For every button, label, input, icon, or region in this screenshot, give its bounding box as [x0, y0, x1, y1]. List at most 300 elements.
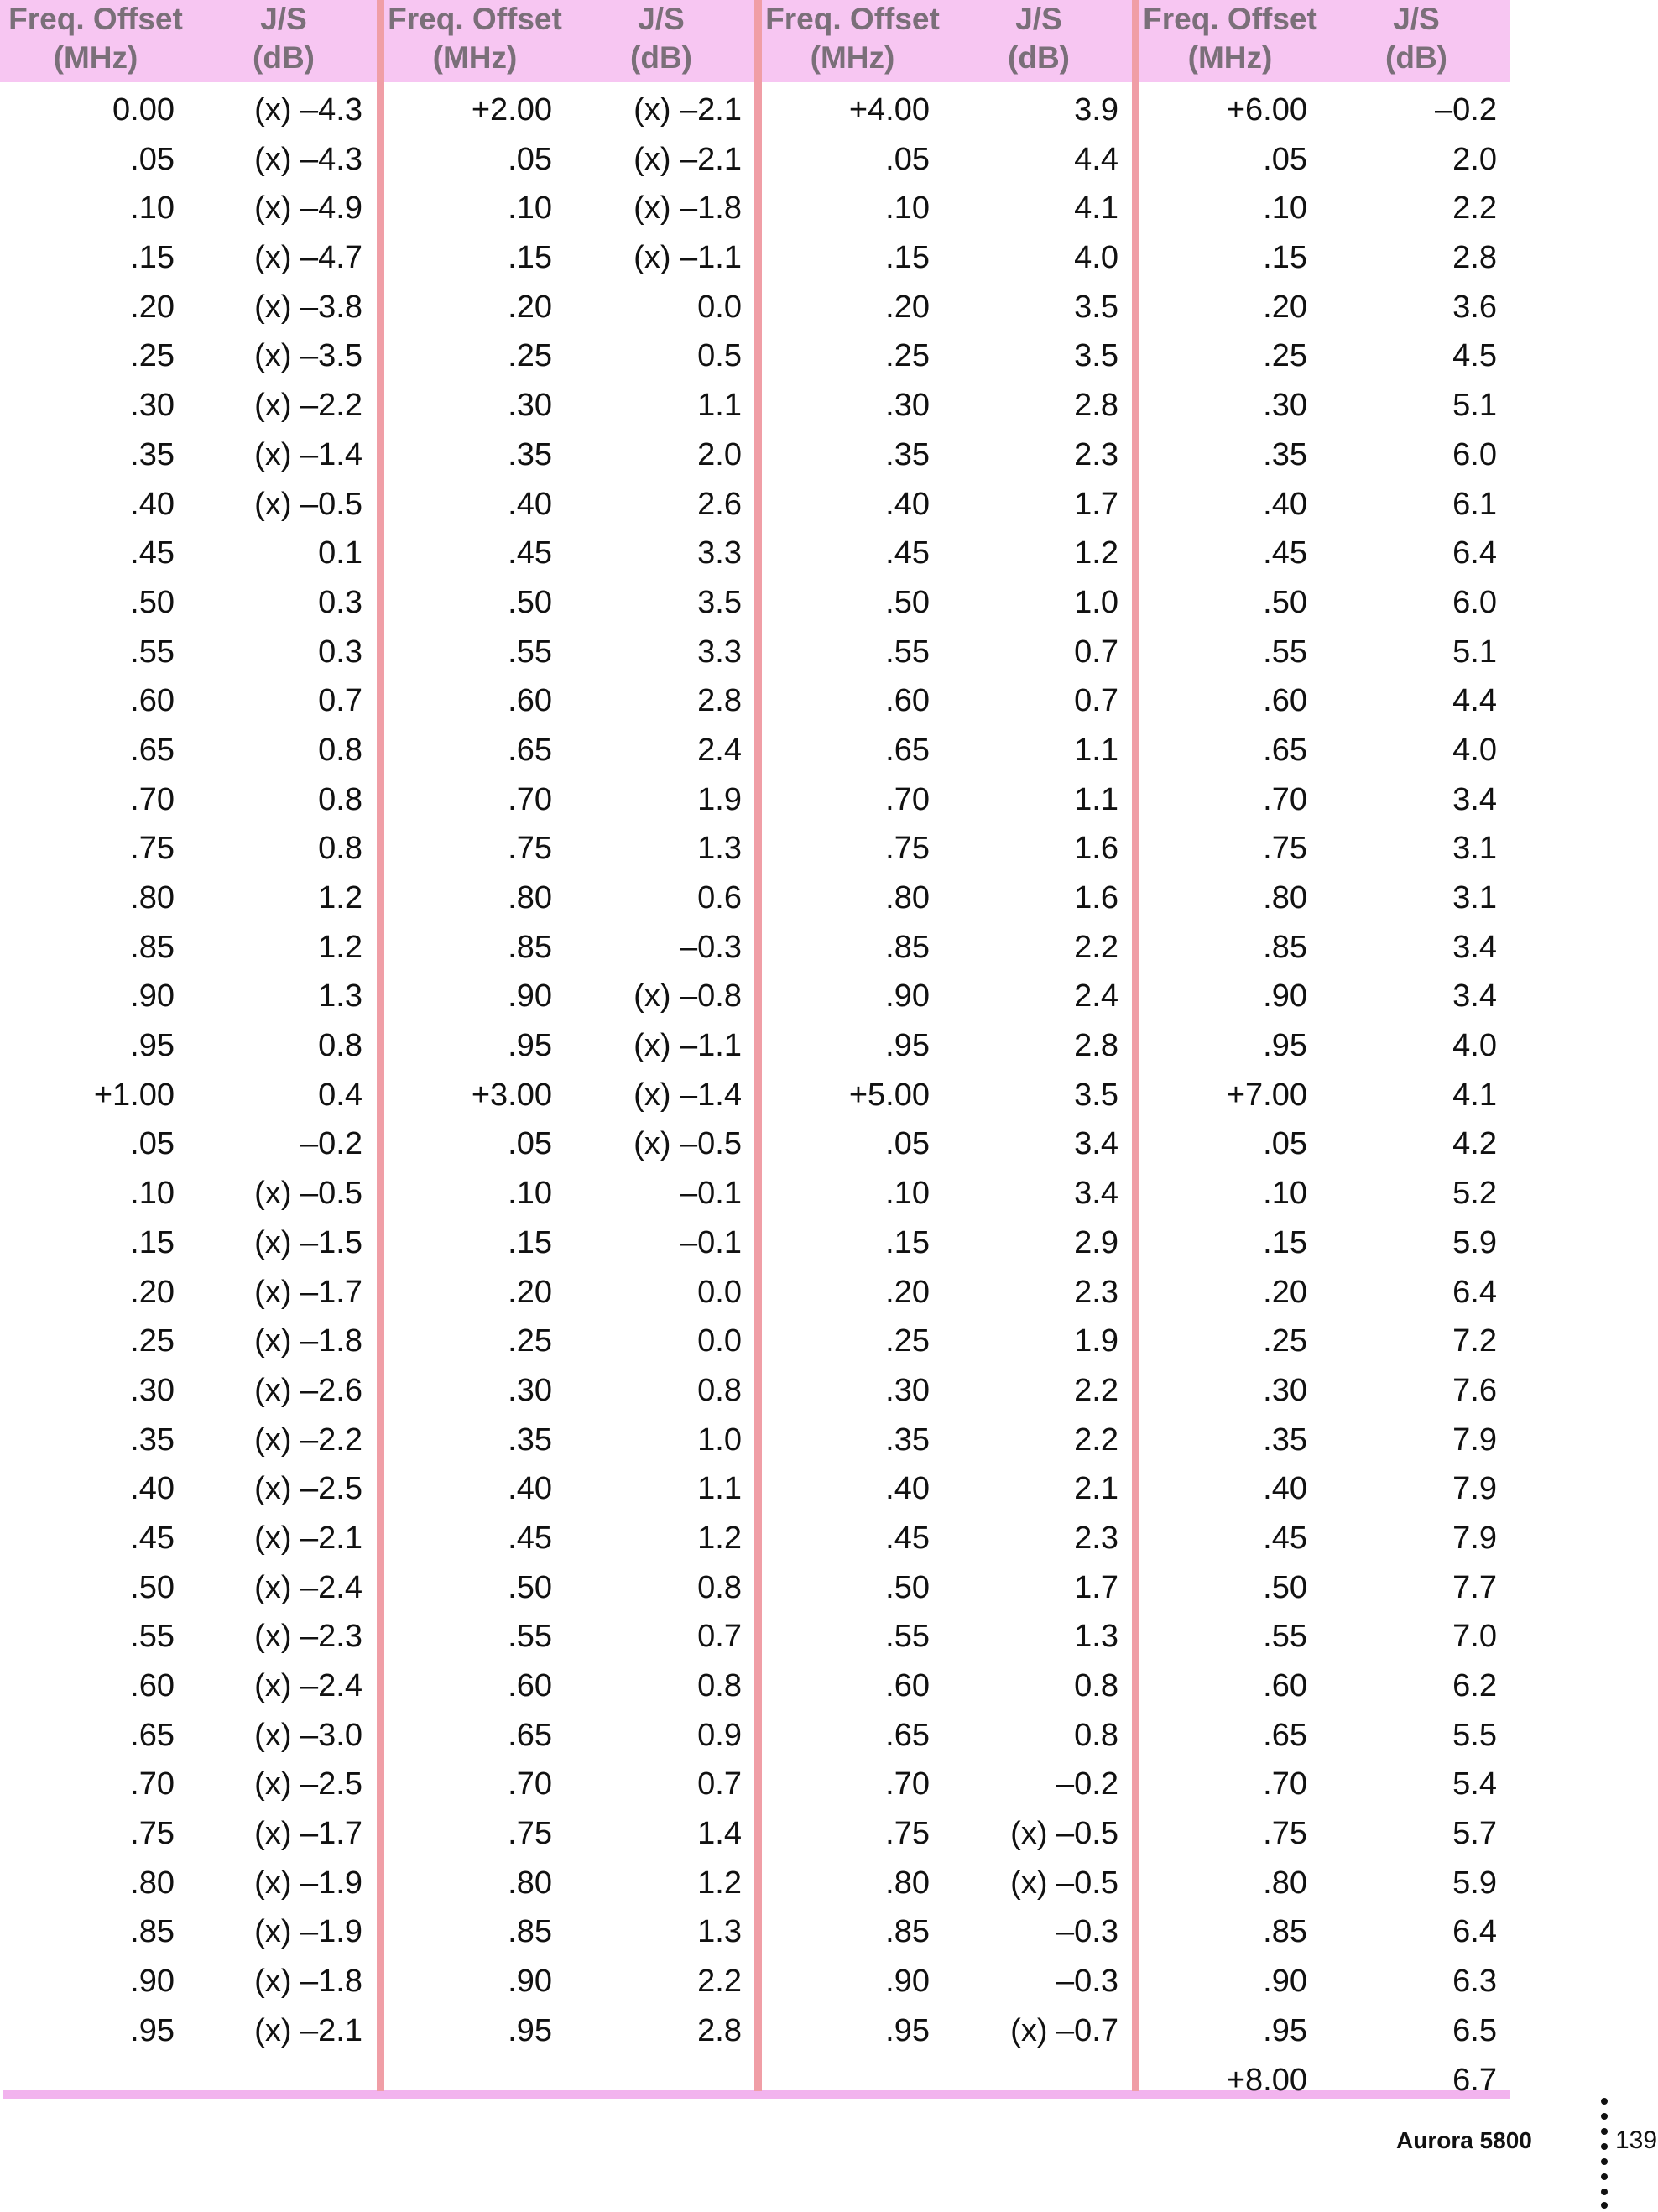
js-value-cell: (x) –2.6	[254, 1372, 362, 1408]
js-value-cell: 2.2	[1074, 1372, 1118, 1408]
js-column	[948, 86, 1118, 2056]
column-divider	[754, 0, 762, 2091]
js-value-cell: 0.1	[318, 535, 362, 571]
freq-offset-cell: .85	[508, 929, 552, 965]
freq-offset-cell: .50	[508, 584, 552, 620]
freq-offset-cell: .80	[885, 880, 930, 916]
freq-offset-cell: .05	[885, 1126, 930, 1162]
js-value-cell: 3.5	[1074, 338, 1118, 374]
header-line: J/S	[1393, 2, 1440, 36]
js-value-cell: (x) –3.8	[254, 289, 362, 325]
js-value-cell: 3.5	[1074, 289, 1118, 325]
freq-offset-cell: .30	[1263, 388, 1307, 424]
header-line: Freq. Offset	[1143, 2, 1317, 36]
js-value-cell: 2.9	[1074, 1224, 1118, 1260]
js-value-cell: (x) –2.2	[254, 1422, 362, 1458]
js-value-cell: 2.2	[1074, 1422, 1118, 1458]
freq-offset-cell: .85	[885, 1914, 930, 1950]
freq-offset-cell: .15	[885, 1224, 930, 1260]
freq-offset-cell: .30	[885, 388, 930, 424]
js-value-cell: 6.4	[1452, 535, 1497, 571]
freq-offset-cell: .15	[1263, 240, 1307, 276]
product-name: Aurora 5800	[1396, 2127, 1532, 2153]
freq-offset-cell: .90	[1263, 978, 1307, 1015]
js-value-cell: (x) –1.4	[633, 1077, 742, 1113]
freq-offset-cell: .65	[130, 732, 175, 768]
js-value-cell: –0.2	[1056, 1766, 1118, 1802]
freq-offset-cell: .25	[508, 1323, 552, 1359]
freq-offset-cell: .70	[508, 1766, 552, 1802]
js-value-cell: 4.0	[1452, 1028, 1497, 1064]
js-value-cell: (x) –2.3	[254, 1619, 362, 1655]
js-value-cell: 2.3	[1074, 436, 1118, 472]
freq-offset-cell: .55	[508, 634, 552, 670]
freq-offset-cell: .70	[885, 781, 930, 817]
js-value-cell: 5.9	[1452, 1224, 1497, 1260]
js-value-cell: 1.3	[1074, 1619, 1118, 1655]
freq-offset-cell: .30	[508, 388, 552, 424]
header-line: Freq. Offset	[765, 2, 940, 36]
freq-offset-cell: .70	[508, 781, 552, 817]
js-value-cell: 1.0	[1074, 584, 1118, 620]
header-unit: (dB)	[253, 40, 315, 75]
freq-offset-cell: .80	[885, 1865, 930, 1901]
js-value-cell: 1.6	[1074, 880, 1118, 916]
freq-offset-cell: .90	[1263, 1964, 1307, 2000]
js-value-cell: (x) –0.5	[254, 486, 362, 522]
column-divider	[377, 0, 384, 2091]
js-value-cell: (x) –1.1	[633, 1028, 742, 1064]
js-value-cell: 1.3	[318, 978, 362, 1015]
freq-offset-cell: .80	[130, 1865, 175, 1901]
freq-offset-cell: .50	[1263, 584, 1307, 620]
freq-offset-cell: .20	[885, 1274, 930, 1310]
freq-offset-cell: .75	[1263, 831, 1307, 867]
freq-offset-cell: .30	[1263, 1372, 1307, 1408]
freq-offset-cell: .25	[508, 338, 552, 374]
freq-offset-cell: .10	[1263, 190, 1307, 227]
js-value-cell: 0.5	[697, 338, 742, 374]
freq-offset-column	[0, 86, 175, 2056]
freq-offset-column	[386, 86, 552, 2056]
freq-offset-cell: .60	[130, 683, 175, 719]
js-value-cell: 0.8	[1074, 1668, 1118, 1703]
js-value-cell: (x) –2.4	[254, 1668, 362, 1703]
js-value-cell: 4.2	[1452, 1126, 1497, 1162]
js-value-cell: 6.1	[1452, 486, 1497, 522]
js-value-cell: (x) –2.1	[633, 92, 742, 128]
freq-offset-cell: .95	[1263, 2012, 1307, 2048]
js-value-cell: 6.7	[1452, 2062, 1497, 2098]
js-value-cell: (x) –2.1	[633, 141, 742, 177]
js-value-cell: (x) –1.8	[254, 1964, 362, 2000]
js-value-cell: 7.9	[1452, 1471, 1497, 1507]
js-value-cell: 3.9	[1074, 92, 1118, 128]
freq-offset-cell: .60	[885, 683, 930, 719]
freq-offset-cell: .65	[130, 1717, 175, 1753]
js-value-cell: 6.4	[1452, 1914, 1497, 1950]
header-unit: (dB)	[1008, 40, 1070, 75]
js-value-cell: (x) –4.7	[254, 240, 362, 276]
freq-offset-cell: .20	[1263, 1274, 1307, 1310]
freq-offset-cell: .95	[508, 1028, 552, 1064]
freq-offset-cell: .25	[130, 1323, 175, 1359]
js-value-cell: 6.2	[1452, 1668, 1497, 1703]
freq-offset-cell: .35	[1263, 436, 1307, 472]
header-unit: (MHz)	[810, 40, 895, 75]
freq-offset-cell: .20	[885, 289, 930, 325]
js-value-cell: 3.1	[1452, 880, 1497, 916]
js-value-cell: 0.8	[318, 781, 362, 817]
js-value-cell: 1.2	[318, 880, 362, 916]
js-value-cell: 7.9	[1452, 1520, 1497, 1556]
freq-offset-cell: .85	[1263, 929, 1307, 965]
js-value-cell: 0.9	[697, 1717, 742, 1753]
js-value-cell: –0.3	[1056, 1964, 1118, 2000]
freq-offset-cell: .45	[130, 1520, 175, 1556]
freq-offset-cell: .75	[885, 831, 930, 867]
freq-offset-cell: .15	[885, 240, 930, 276]
freq-offset-cell: .50	[885, 1569, 930, 1605]
freq-offset-cell: .80	[1263, 1865, 1307, 1901]
freq-offset-cell: .60	[130, 1668, 175, 1703]
js-value-cell: 0.3	[318, 634, 362, 670]
js-value-cell: 0.8	[697, 1569, 742, 1605]
freq-offset-cell: .50	[885, 584, 930, 620]
js-value-cell: (x) –2.1	[254, 2012, 362, 2048]
freq-offset-cell: .55	[885, 1619, 930, 1655]
freq-offset-cell: .15	[1263, 1224, 1307, 1260]
freq-offset-cell: .30	[885, 1372, 930, 1408]
js-value-cell: 0.7	[697, 1619, 742, 1655]
js-column	[571, 86, 742, 2056]
freq-offset-header	[757, 0, 948, 77]
freq-offset-cell: .80	[508, 880, 552, 916]
freq-offset-cell: .50	[508, 1569, 552, 1605]
js-header	[602, 0, 720, 77]
freq-offset-cell: .45	[1263, 1520, 1307, 1556]
js-value-cell: 4.0	[1452, 732, 1497, 768]
freq-offset-cell: .15	[130, 1224, 175, 1260]
js-value-cell: 3.4	[1452, 978, 1497, 1015]
freq-offset-cell: .95	[885, 2012, 930, 2048]
freq-offset-cell: .60	[1263, 1668, 1307, 1703]
freq-offset-cell: .70	[885, 1766, 930, 1802]
freq-offset-cell: .35	[130, 436, 175, 472]
js-value-cell: 0.7	[697, 1766, 742, 1802]
freq-offset-cell: .55	[885, 634, 930, 670]
header-line: J/S	[260, 2, 307, 36]
freq-offset-header	[1134, 0, 1326, 77]
js-value-cell: (x) –2.1	[254, 1520, 362, 1556]
freq-offset-cell: .50	[1263, 1569, 1307, 1605]
page-dots-decoration	[1598, 2098, 1608, 2209]
freq-offset-cell: .10	[885, 190, 930, 227]
freq-offset-cell: .45	[508, 535, 552, 571]
js-value-cell: 2.8	[1452, 240, 1497, 276]
freq-offset-cell: .65	[885, 732, 930, 768]
js-value-cell: (x) –2.5	[254, 1766, 362, 1802]
freq-offset-cell: .90	[508, 978, 552, 1015]
js-value-cell: 1.1	[1074, 732, 1118, 768]
js-value-cell: 1.3	[697, 831, 742, 867]
js-value-cell: (x) –3.0	[254, 1717, 362, 1753]
freq-offset-cell: .90	[508, 1964, 552, 2000]
js-value-cell: 1.3	[697, 1914, 742, 1950]
js-value-cell: 5.4	[1452, 1766, 1497, 1802]
freq-offset-cell: 0.00	[112, 92, 175, 128]
freq-offset-cell: +6.00	[1226, 92, 1307, 128]
freq-offset-cell: .90	[885, 978, 930, 1015]
js-value-cell: 0.7	[1074, 634, 1118, 670]
js-value-cell: (x) –1.9	[254, 1914, 362, 1950]
freq-offset-cell: .25	[1263, 1323, 1307, 1359]
js-value-cell: 0.8	[318, 732, 362, 768]
js-value-cell: 6.5	[1452, 2012, 1497, 2048]
freq-offset-cell: .90	[130, 1964, 175, 2000]
js-value-cell: 5.7	[1452, 1816, 1497, 1852]
js-value-cell: (x) –3.5	[254, 338, 362, 374]
freq-offset-cell: .65	[1263, 732, 1307, 768]
freq-offset-cell: .95	[1263, 1028, 1307, 1064]
freq-offset-cell: .15	[130, 240, 175, 276]
freq-offset-cell: .40	[885, 486, 930, 522]
freq-offset-cell: .55	[130, 634, 175, 670]
freq-offset-cell: .75	[885, 1816, 930, 1852]
js-value-cell: 6.0	[1452, 436, 1497, 472]
js-value-cell: 2.8	[1074, 1028, 1118, 1064]
js-value-cell: 0.0	[697, 1323, 742, 1359]
js-value-cell: (x) –4.3	[254, 141, 362, 177]
js-value-cell: –0.1	[680, 1224, 742, 1260]
js-value-cell: 0.0	[697, 289, 742, 325]
freq-offset-cell: .85	[130, 929, 175, 965]
js-value-cell: (x) –1.4	[254, 436, 362, 472]
header-unit: (MHz)	[1187, 40, 1273, 75]
page-number: 139	[1615, 2126, 1658, 2154]
freq-offset-cell: .25	[885, 338, 930, 374]
header-unit: (dB)	[1385, 40, 1447, 75]
freq-offset-cell: .90	[885, 1964, 930, 2000]
js-value-cell: (x) –2.5	[254, 1471, 362, 1507]
freq-offset-cell: .05	[1263, 1126, 1307, 1162]
js-value-cell: 2.1	[1074, 1471, 1118, 1507]
freq-offset-cell: .50	[130, 1569, 175, 1605]
js-value-cell: 2.0	[697, 436, 742, 472]
js-value-cell: 6.0	[1452, 584, 1497, 620]
js-value-cell: 2.8	[1074, 388, 1118, 424]
freq-offset-cell: .35	[885, 436, 930, 472]
freq-offset-cell: .40	[130, 1471, 175, 1507]
freq-offset-cell: .65	[508, 1717, 552, 1753]
js-value-cell: 5.9	[1452, 1865, 1497, 1901]
js-value-cell: (x) –0.5	[1010, 1816, 1118, 1852]
freq-offset-cell: .85	[885, 929, 930, 965]
js-value-cell: 1.4	[697, 1816, 742, 1852]
freq-offset-cell: .35	[508, 1422, 552, 1458]
freq-offset-cell: .40	[508, 1471, 552, 1507]
js-value-cell: 5.1	[1452, 634, 1497, 670]
freq-offset-cell: .95	[130, 1028, 175, 1064]
freq-offset-cell: .10	[130, 190, 175, 227]
js-value-cell: (x) –0.8	[633, 978, 742, 1015]
freq-offset-cell: .40	[1263, 486, 1307, 522]
js-header	[225, 0, 342, 77]
js-header	[1358, 0, 1475, 77]
freq-offset-cell: .80	[508, 1865, 552, 1901]
js-value-cell: 3.6	[1452, 289, 1497, 325]
freq-offset-cell: .55	[1263, 634, 1307, 670]
js-value-cell: 1.7	[1074, 1569, 1118, 1605]
freq-offset-cell: .85	[130, 1914, 175, 1950]
js-value-cell: –0.3	[680, 929, 742, 965]
js-value-cell: 2.3	[1074, 1520, 1118, 1556]
freq-offset-cell: .10	[1263, 1176, 1307, 1212]
js-column	[193, 86, 362, 2056]
freq-offset-cell: .40	[130, 486, 175, 522]
freq-offset-cell: .10	[508, 1176, 552, 1212]
freq-offset-cell: .95	[885, 1028, 930, 1064]
js-value-cell: (x) –2.2	[254, 388, 362, 424]
js-value-cell: 2.2	[1452, 190, 1497, 227]
js-value-cell: 2.3	[1074, 1274, 1118, 1310]
header-line: J/S	[638, 2, 685, 36]
js-value-cell: (x) –1.7	[254, 1274, 362, 1310]
freq-offset-cell: .80	[1263, 880, 1307, 916]
freq-offset-cell: .75	[508, 1816, 552, 1852]
js-value-cell: 3.4	[1452, 929, 1497, 965]
freq-offset-cell: .05	[130, 1126, 175, 1162]
column-divider	[1132, 0, 1139, 2091]
js-value-cell: 5.5	[1452, 1717, 1497, 1753]
js-value-cell: –0.2	[300, 1126, 362, 1162]
header-line: J/S	[1015, 2, 1062, 36]
js-value-cell: 4.4	[1074, 141, 1118, 177]
js-value-cell: 6.4	[1452, 1274, 1497, 1310]
freq-offset-cell: .30	[508, 1372, 552, 1408]
js-value-cell: (x) –4.9	[254, 190, 362, 227]
js-value-cell: 2.4	[1074, 978, 1118, 1015]
freq-offset-cell: .85	[508, 1914, 552, 1950]
freq-offset-cell: .65	[1263, 1717, 1307, 1753]
js-value-cell: –0.3	[1056, 1914, 1118, 1950]
js-value-cell: (x) –1.5	[254, 1224, 362, 1260]
freq-offset-cell: .05	[130, 141, 175, 177]
freq-offset-cell: .15	[508, 240, 552, 276]
js-value-cell: 2.2	[697, 1964, 742, 2000]
js-value-cell: 1.9	[697, 781, 742, 817]
js-value-cell: 3.3	[697, 634, 742, 670]
freq-offset-cell: .45	[885, 1520, 930, 1556]
js-value-cell: 1.1	[697, 388, 742, 424]
js-value-cell: (x) –1.9	[254, 1865, 362, 1901]
freq-offset-cell: .70	[130, 1766, 175, 1802]
js-value-cell: 1.2	[697, 1520, 742, 1556]
freq-offset-cell: .35	[885, 1422, 930, 1458]
js-value-cell: 4.1	[1452, 1077, 1497, 1113]
freq-offset-cell: .25	[130, 338, 175, 374]
freq-offset-cell: .30	[130, 388, 175, 424]
js-value-cell: 2.6	[697, 486, 742, 522]
js-value-cell: 2.8	[697, 2012, 742, 2048]
freq-offset-cell: .20	[508, 289, 552, 325]
js-value-cell: 0.8	[697, 1668, 742, 1703]
js-value-cell: 1.9	[1074, 1323, 1118, 1359]
freq-offset-cell: .70	[130, 781, 175, 817]
js-value-cell: 1.2	[1074, 535, 1118, 571]
js-header	[980, 0, 1098, 77]
js-column	[1326, 86, 1497, 2105]
js-value-cell: 0.7	[318, 683, 362, 719]
freq-offset-cell: .05	[508, 1126, 552, 1162]
freq-offset-cell: .75	[130, 1816, 175, 1852]
freq-offset-cell: +5.00	[848, 1077, 930, 1113]
js-value-cell: 1.1	[1074, 781, 1118, 817]
freq-offset-cell: .55	[130, 1619, 175, 1655]
freq-offset-cell: .90	[130, 978, 175, 1015]
header-unit: (dB)	[630, 40, 692, 75]
freq-offset-cell: .35	[1263, 1422, 1307, 1458]
js-value-cell: 4.1	[1074, 190, 1118, 227]
freq-offset-cell: .60	[1263, 683, 1307, 719]
js-value-cell: (x) –0.7	[1010, 2012, 1118, 2048]
js-value-cell: 0.8	[697, 1372, 742, 1408]
js-value-cell: 1.7	[1074, 486, 1118, 522]
freq-offset-cell: .75	[1263, 1816, 1307, 1852]
js-value-cell: 1.0	[697, 1422, 742, 1458]
js-value-cell: (x) –2.4	[254, 1569, 362, 1605]
freq-offset-cell: .25	[885, 1323, 930, 1359]
js-value-cell: 0.4	[318, 1077, 362, 1113]
js-value-cell: 7.6	[1452, 1372, 1497, 1408]
freq-offset-cell: .05	[885, 141, 930, 177]
freq-offset-cell: .20	[130, 1274, 175, 1310]
freq-offset-cell: +8.00	[1226, 2062, 1307, 2098]
header-line: Freq. Offset	[8, 2, 183, 36]
freq-offset-cell: .45	[508, 1520, 552, 1556]
freq-offset-cell: .40	[885, 1471, 930, 1507]
freq-offset-cell: .55	[508, 1619, 552, 1655]
js-value-cell: 1.6	[1074, 831, 1118, 867]
freq-offset-cell: .65	[885, 1717, 930, 1753]
freq-offset-cell: +7.00	[1226, 1077, 1307, 1113]
freq-offset-cell: .80	[130, 880, 175, 916]
freq-offset-cell: .10	[130, 1176, 175, 1212]
freq-offset-cell: .05	[1263, 141, 1307, 177]
freq-offset-cell: .60	[885, 1668, 930, 1703]
js-value-cell: –0.1	[680, 1176, 742, 1212]
js-value-cell: (x) –1.7	[254, 1816, 362, 1852]
js-value-cell: 0.3	[318, 584, 362, 620]
freq-offset-cell: +4.00	[848, 92, 930, 128]
freq-offset-column	[764, 86, 930, 2056]
js-value-cell: 1.2	[697, 1865, 742, 1901]
js-value-cell: (x) –1.8	[633, 190, 742, 227]
header-unit: (MHz)	[53, 40, 138, 75]
freq-offset-cell: .20	[508, 1274, 552, 1310]
freq-offset-cell: .35	[130, 1422, 175, 1458]
js-value-cell: (x) –0.5	[1010, 1865, 1118, 1901]
freq-offset-cell: .95	[508, 2012, 552, 2048]
js-value-cell: 0.8	[1074, 1717, 1118, 1753]
js-value-cell: 2.8	[697, 683, 742, 719]
js-value-cell: (x) –1.8	[254, 1323, 362, 1359]
freq-offset-cell: .25	[1263, 338, 1307, 374]
freq-offset-cell: .70	[1263, 1766, 1307, 1802]
js-value-cell: 3.4	[1452, 781, 1497, 817]
js-value-cell: 5.1	[1452, 388, 1497, 424]
js-value-cell: –0.2	[1435, 92, 1497, 128]
